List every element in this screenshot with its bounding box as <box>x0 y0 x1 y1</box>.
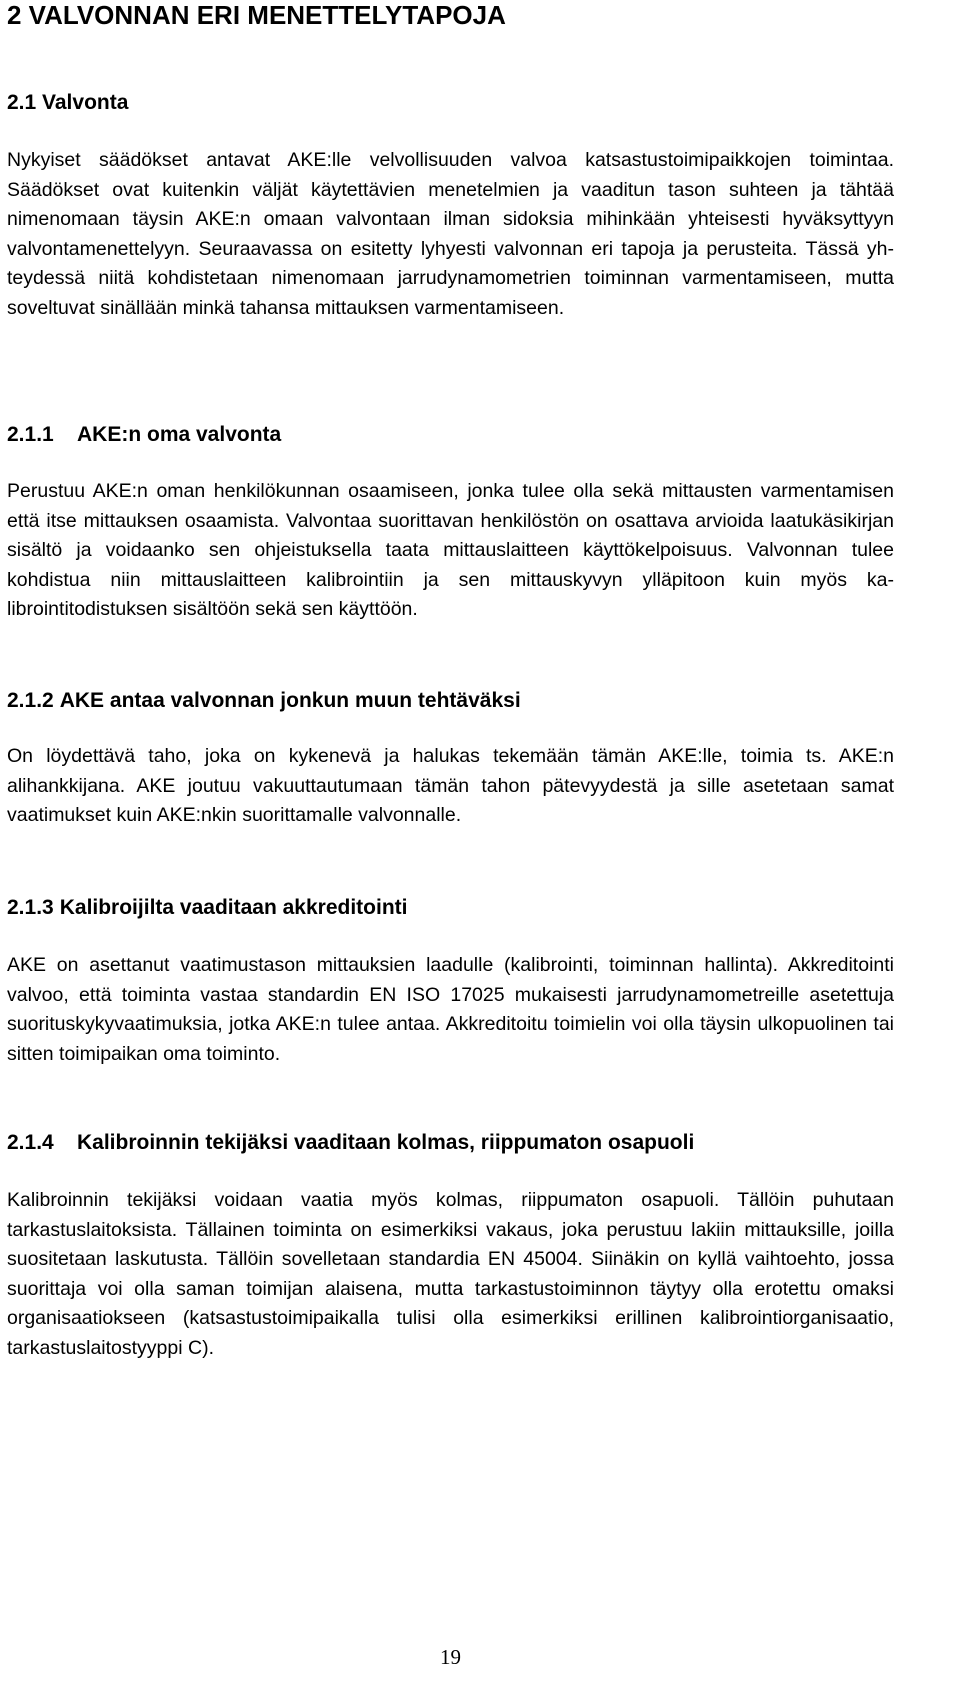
subsection-heading-2-1-4 <box>7 1130 694 1156</box>
subsection-paragraph-2-1-3: AKE on asettanut vaatimustason mittauksien laadulle (kalibrointi, toiminnan hallinta). Akkreditointi valvoo, että toiminta vastaa standardin EN ISO 17025 mukaisesti jarrudynamometreille asetettuja suorituskykyvaatimuksia, jotka AKE:n tulee antaa. Akkreditoitu toimielin voi olla täysin ulkopuolinen tai sitten toimipaikan oma toiminto. <box>7 954 894 1065</box>
chapter-title: 2 VALVONNAN ERI MENETTELYTAPOJA <box>7 0 506 30</box>
subsection-title: Kalibroijilta vaaditaan akkreditointi <box>59 896 408 919</box>
subsection-heading-2-1-3 <box>7 895 407 921</box>
subsection-title: AKE:n oma valvonta <box>77 423 282 446</box>
subsection-paragraph-2-1-1: Perustuu AKE:n oman henkilökunnan osaamiseen, jonka tulee olla sekä mittausten varmentamisen että itse mittauksen osaamista. Valvontaa suorittavan henkilöstön on osattava arvioida laatukäsikirjan sisältö ja voidaanko sen ohjeistuksella taata mittauslaitteen käyttökelpoisuus. Valvonnan tulee kohdistua niin mittauslaitteen kalibrointiin ja sen mittauskyvyn ylläpitoon kuin myös kalibrointitodistuksen sisältöön sekä sen käyttöön. <box>7 480 894 621</box>
subsection-paragraph-2-1-2: On löydettävä taho, joka on kykenevä ja halukas tekemään tämän AKE:lle, toimia ts. AKE:n alihankkijana. AKE joutuu vakuuttautumaan tämän tahon pätevyydestä ja sille asetetaan samat vaatimukset kuin AKE:nkin suorittamalle valvonnalle. <box>7 745 894 827</box>
subsection-heading-2-1-2 <box>7 688 521 714</box>
subsection-title: AKE antaa valvonnan jonkun muun tehtäväksi <box>59 689 521 712</box>
subsection-number: 2.1.3 <box>7 896 54 919</box>
subsection-title: Kalibroinnin tekijäksi vaaditaan kolmas, riippumaton osapuoli <box>77 1131 695 1154</box>
subsection-paragraph-2-1-4: Kalibroinnin tekijäksi voidaan vaatia myös kolmas, riippumaton osapuoli. Tällöin puhutaan tarkastuslaitoksista. Tällainen toiminta on esimerkiksi vakaus, joka perustuu lakiin mittauksille, joilla suositetaan laskutusta. Tällöin sovelletaan standardia EN 45004. Siinäkin on kyllä vaihtoehto, jossa suorittaja voi olla saman toimijan alaisena, mutta tarkastustoiminnon täytyy olla erotettu omaksi organisaatiokseen (katsastustoimipaikalla tulisi olla esimerkiksi erillinen kalibrointiorganisaatio, tarkastuslaitostyyppi C). <box>7 1189 894 1359</box>
subsection-number: 2.1.4 <box>7 1131 54 1154</box>
page-number: 19 <box>440 1645 461 1669</box>
section-paragraph: Nykyiset säädökset antavat AKE:lle velvollisuuden valvoa katsastustoimipaikkojen toimintaa. Säädökset ovat kuitenkin väljät käytettävien menetelmien ja vaaditun tason suhteen ja tähtää nimenomaan täysin AKE:n omaan valvontaan ilman sidoksia mihinkään yhteisesti hyväksyttyyn valvontamenettelyyn. Seuraavassa on esitetty lyhyesti valvonnan eri tapoja ja perusteita. Tässä yhteydessä niitä kohdistetaan nimenomaan jarrudynamometrien toiminnan varmentamiseen, mutta soveltuvat sinällään minkä tahansa mittauksen varmentamiseen. <box>7 149 894 319</box>
subsection-number: 2.1.1 <box>7 423 54 446</box>
subsection-number: 2.1.2 <box>7 689 54 712</box>
section-title: 2.1 Valvonta <box>7 91 129 114</box>
subsection-heading-2-1-1 <box>7 422 281 448</box>
